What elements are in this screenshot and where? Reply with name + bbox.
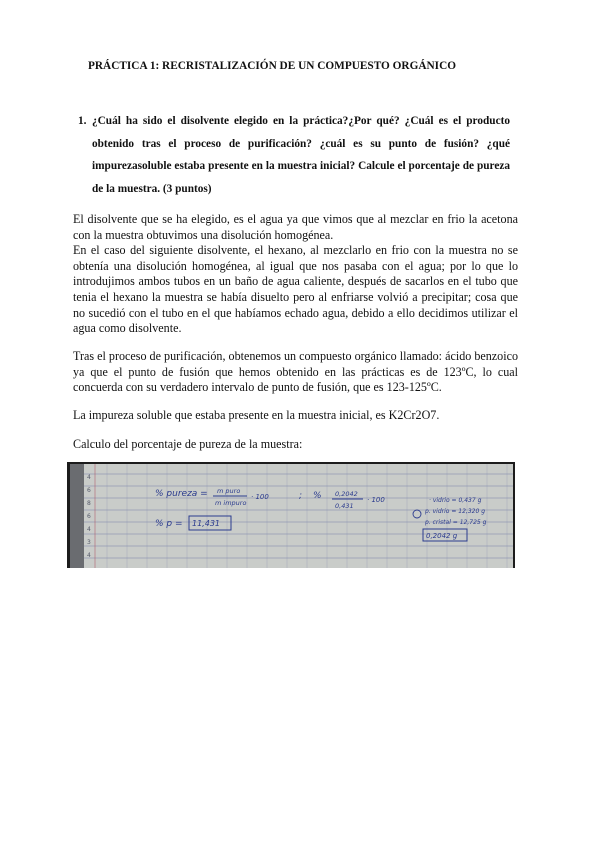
data-line: p. cristal = 12,725 g [425,519,487,526]
data-line: · vidrio = 0,437 g [429,497,482,504]
notebook-photo-svg [67,462,515,568]
handwritten-calculation-photo [67,462,515,568]
margin-digit: 8 [87,500,91,507]
answer-calc-intro-paragraph: Calculo del porcentaje de pureza de la muestra: [73,437,303,451]
answer-calc-intro [73,437,518,453]
margin-digit: 4 [87,474,91,481]
formula-label: % pureza = [155,489,208,499]
mass-result: 0,2042 g [426,532,458,540]
result-value: 11,431 [192,519,220,528]
answer-product-paragraph: Tras el proceso de purificación, obtenemos un compuesto orgánico llamado: ácido benzoico ya que el punto de fusión que hemos obtenido en las prácticas es de 123ºC, lo cual concuerda con su verdadero intervalo de punto de fusión, que es 123-125ºC. [73,349,518,395]
formula-numerator: m puro [217,487,241,495]
formula-percent-sign: % [313,491,322,501]
notebook-vertical-rules [107,464,507,568]
margin-digit: 6 [87,513,91,520]
answer-solvent-paragraph-1: El disolvente que se ha elegido, es el agua ya que vimos que al mezclar en frio la acetona con la muestra obtuvimos una disolución homogénea. [73,212,518,242]
margin-digit: 3 [87,539,91,546]
result-denominator: 0,431 [335,502,354,510]
answer-product [73,349,518,396]
answer-solvent-paragraph-2: En el caso del siguiente disolvente, el hexano, al mezclarlo en frio con la muestra no se obtenía una disolución homogénea, al igual que nos pasaba con el agua; por lo que lo introdujimos ambos tubos en un baño de agua caliente, después de sacarlos en el tubo que tenia el hexano la muestra se había disuelto pero al enfriarse volvió a precipitar; cosa que no sucedió con el tubo en el que habíamos echado agua, debido a ello decidimos utilizar el agua como disolvente. [73,243,518,336]
page-title: PRÁCTICA 1: RECRISTALIZACIÓN DE UN COMPUESTO ORGÁNICO [88,60,457,72]
formula-denominator: m impuro [215,499,247,507]
margin-digit: 4 [87,526,91,533]
margin-digit: 6 [87,487,91,494]
notebook-binding [70,464,84,568]
formula-separator: ; [299,491,303,501]
data-line: p. vidrio = 12,320 g [425,508,486,515]
result-times: · 100 [367,496,385,504]
answer-solvent [73,212,518,337]
result-numerator: 0,2042 [335,490,358,498]
question-number: 1. [78,115,87,127]
formula-times: · 100 [251,493,269,501]
result-symbol: % p = [155,519,183,529]
answer-impurity-paragraph: La impureza soluble que estaba presente en la muestra inicial, es K2Cr2O7. [73,408,440,422]
answer-impurity [73,408,518,424]
margin-digit: 4 [87,552,91,559]
question-text: ¿Cuál ha sido el disolvente elegido en la práctica?¿Por qué? ¿Cuál es el producto obtenido tras el proceso de purificación? ¿cuál es su punto de fusión? ¿qué impurezasoluble estaba presente en la muestra inicial? Calcule el porcentaje de pureza de la muestra. (3 puntos) [92,115,510,195]
notebook-paper [70,464,513,568]
